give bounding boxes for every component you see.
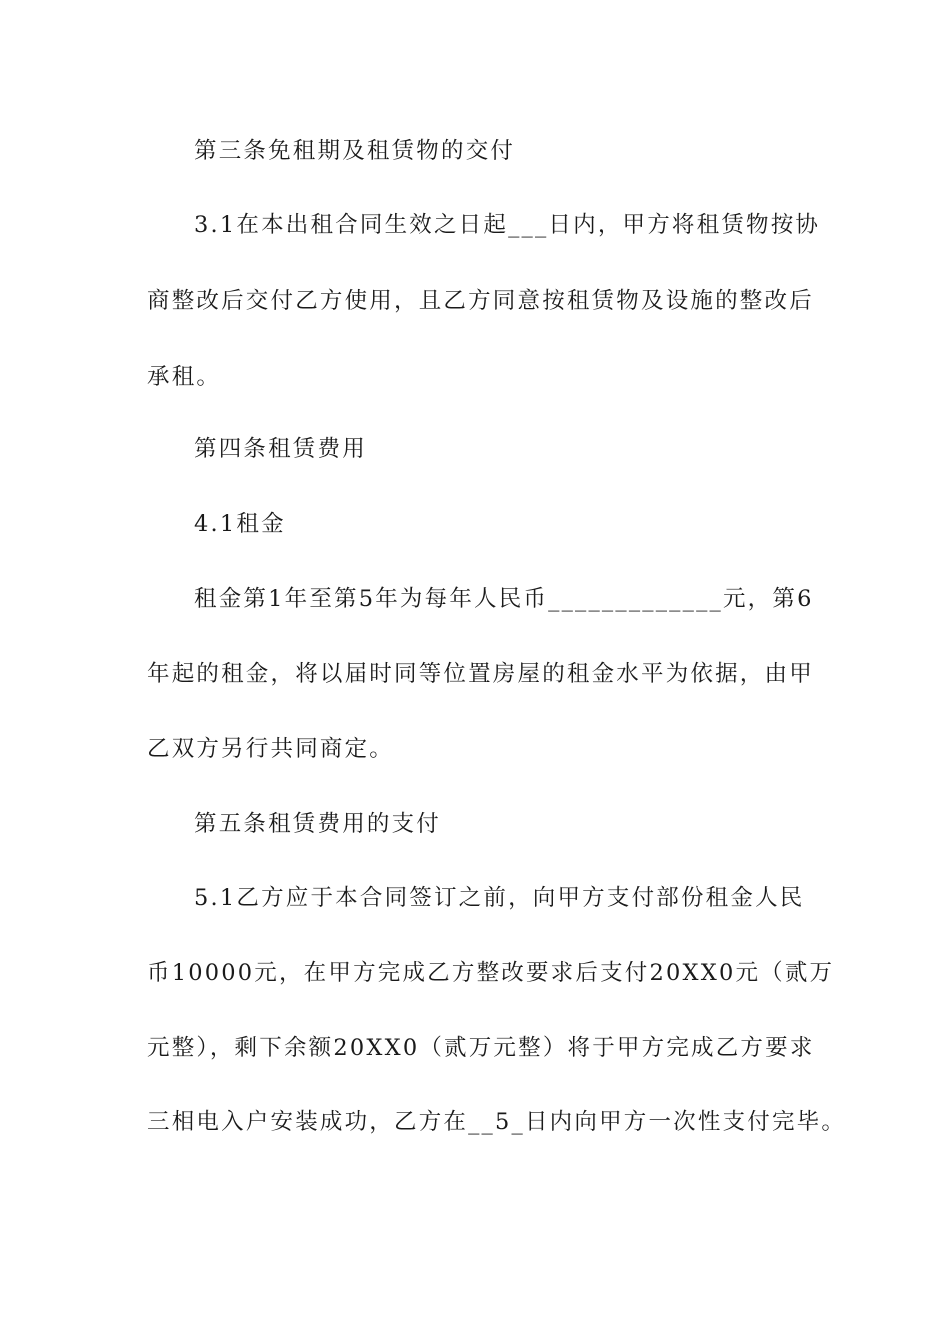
- paragraph-line: 年起的租金，将以届时同等位置房屋的租金水平为依据，由甲: [147, 661, 814, 687]
- paragraph-line: 三相电入户安装成功，乙方在__5_日内向甲方一次性支付完毕。: [147, 1109, 847, 1135]
- section-heading-article-4: 第四条租赁费用: [194, 436, 367, 462]
- section-heading-article-5: 第五条租赁费用的支付: [194, 811, 442, 837]
- paragraph-line: 商整改后交付乙方使用，且乙方同意按租赁物及设施的整改后: [147, 288, 814, 314]
- section-heading-article-3: 第三条免租期及租赁物的交付: [194, 138, 516, 164]
- subsection-heading-rent: 4.1租金: [194, 511, 286, 537]
- paragraph-line: 3.1在本出租合同生效之日起___日内，甲方将租赁物按协: [194, 212, 821, 238]
- paragraph-line: 5.1乙方应于本合同签订之前，向甲方支付部份租金人民: [194, 885, 805, 911]
- paragraph-line: 乙双方另行共同商定。: [147, 736, 395, 762]
- paragraph-line: 租金第1年至第5年为每年人民币_____________元，第6: [194, 586, 814, 612]
- paragraph-line: 承租。: [147, 364, 222, 390]
- paragraph-line: 元整），剩下余额20XX0（贰万元整）将于甲方完成乙方要求: [147, 1035, 815, 1061]
- paragraph-line: 币10000元，在甲方完成乙方整改要求后支付20XX0元（贰万: [147, 960, 835, 986]
